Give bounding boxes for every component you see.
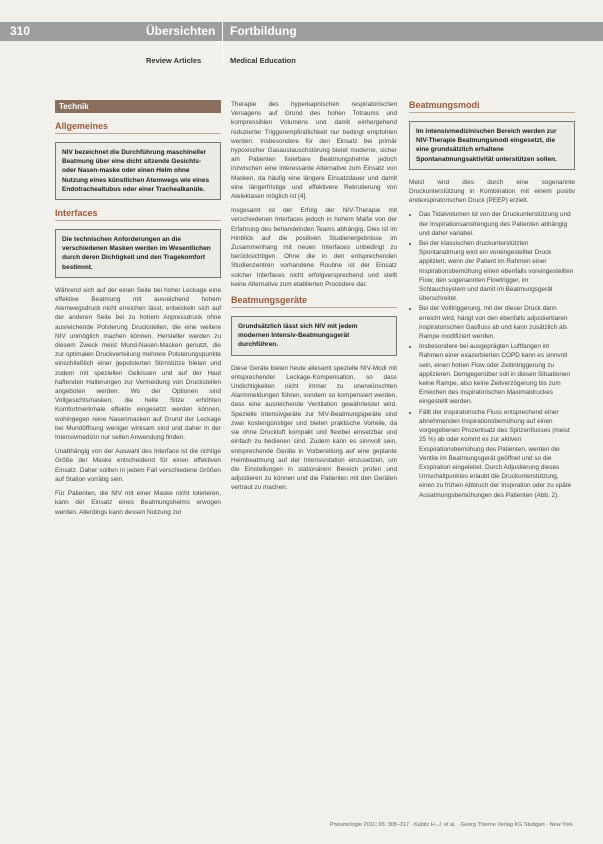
footer-citation: Pneumologie 2011; 65: 308–317 · Kabitz H.-J. et al. · Georg Thieme Verlag KG Stuttgart · New York xyxy=(330,822,573,828)
paragraph: Unabhängig von der Auswahl des Interface ist die richtige Größe der Maske entscheidend für einen effektiven Einsatz. Daher sollten in jedem Fall verschiedene Größen auf Station vorrätig sein. xyxy=(55,448,221,483)
paragraph: Therapie des hyperkapnischen respiratorischen Versagens auf Grund des hohen Totraums und kompressiblen Volumens und damit einhergehend reduzierter Triggerempfindlichkeit nur bedingt empfohlen werden. Insbesondere für den Einsatz bei primär hypoxischer Gasaustauschstörung bietet moderne, sicher am Patienten fixierbare Beatmungshelme jedoch inzwischen eine interessante Alternative zum Einsatz von Masken, da häufig eine längere Einsatzdauer und damit eine längerfristige und effektivere Rekrutierung von Atelektasen möglich ist [4]. xyxy=(231,101,397,201)
header-right-title: Fortbildung xyxy=(230,24,297,38)
paragraph: Diese Geräte bieten heute allesamt spezielle NIV-Modi mit entsprechender Leckage-Kompensation, so dass Undichtigkeiten nicht immer zu unerwünschten Alarmmeldungen führen, sondern so kompensiert werden, dass eine ausreichende Ventilation gewährleistet wird. Spezielle Intensivgeräte zur NIV-Beatmungsgeräte sind zwar kostengünstiger und bieten praktische Vorteile, da sie ohne Druckluft kompakt und flexibel einsetzbar und einfach zu bedienen sind. Zudem kann es sinnvoll sein, entsprechende Geräte in Vorbereitung auf eine geplante Heimbeatmung auf der Intensivstation einzusetzen, um die Einstellungen in stationärem Bereich prüfen und adjustieren zu können und die Patienten mit den Geräten vertraut zu machen. xyxy=(231,364,397,492)
paragraph: Insgesamt ist der Erfolg der NIV-Therapie mit verschiedenen Interfaces jedoch in hohem Maße von der Erfahrung des behandelnden Teams abhängig. Dies ist im Hinblick auf die positiven Studienergebnisse im Zusammenhang mit neuen Interfaces unbedingt zu berücksichtigen. Ohne die in den entsprechenden Studienzentren vorhandene Routine ist der Einsatz solcher Interfaces nicht erfolgversprechend und stellt keine Alternative zum etablierten Procedere dar. xyxy=(231,207,397,288)
paragraph: Für Patienten, die NIV mit einer Maske nicht tolerieren, kann der Einsatz eines Beatmungshelms erwogen werden. Allerdings kann dessen Nutzung zur xyxy=(55,490,221,516)
header-right-subtitle: Medical Education xyxy=(230,56,296,65)
list-item: • Das Tidalvolumen ist von der Druckunterstützung und der Inspirationsanstrengung des Patienten abhängig und daher variabel. xyxy=(419,210,575,238)
heading-beatmungsmodi: Beatmungsmodi xyxy=(409,100,575,113)
list-item: • Bei der Volltriggerung, mit der dieser Druck dann erreicht wird, hängt von den ebenfalls adjustierbaren inspiratorischen Gasfluss ab und kann zusätzlich als Rampe modifiziert werden. xyxy=(419,304,575,341)
summary-box-interfaces: Die technischen Anforderungen an die verschiedenen Masken werden im Wesentlichen durch deren Dichtigkeit und den Tragekomfort bestimmt. xyxy=(55,229,221,278)
summary-box-beatmungsmodi: Im intensivmedizinischen Bereich werden zur NIV-Therapie Beatmungsmodi eingesetzt, die eine grundsätzlich erhaltene Spontanatmungsaktivität unterstützen sollen. xyxy=(409,121,575,170)
list-item: • Insbesondere bei ausgeprägten Luftfangen im Rahmen einer exazerbierten COPD kann es sinnvoll sein, einen hohen Flow oder Zeitintriggerung zu applizieren. Demgegenüber soll in diesen Situationen keine Rampe, also keine Zeitverzögerung bis zum Erreichen des inspiratorischen Maximaldruckes eingestellt werden. xyxy=(419,342,575,406)
heading-interfaces: Interfaces xyxy=(55,208,221,221)
paragraph: Meist wird dies durch eine sogenannte Druckunterstützung in Kombination mit einem positiv endexspiratorischen Druck (PEEP) erzielt. xyxy=(409,178,575,205)
header-left-title: Übersichten xyxy=(146,24,216,38)
summary-box-beatmungsgeraete: Grundsätzlich lässt sich NIV mit jedem modernen Intensiv-Beatmungsgerät durchführen. xyxy=(231,316,397,356)
bullet-list xyxy=(409,210,575,499)
heading-beatmungsgeraete: Beatmungsgeräte xyxy=(231,295,397,308)
summary-box-allgemeines: NIV bezeichnet die Durchführung maschineller Beatmung über eine dicht sitzende Gesichts- oder Nasen-maske oder einen Helm ohne Nutzung eines künstlichen Atemwegs wie eines Endotrachealtubus oder einer Trachealkanüle. xyxy=(55,142,221,200)
header-left-subtitle: Review Articles xyxy=(146,56,202,65)
section-label-technik: Technik xyxy=(55,100,221,113)
paragraph: Während sich auf der einen Seite bei hoher Leckage eine effektive Beatmung mit ausreichend hohem Atemwegsdruck nicht erreichen lässt, entwickeln sich auf der anderen Seite bei zu hohem Anpressdruck ohne ausreichende Polsterung Druckstellen, die eine weitere NIV unmöglich machen können. Hersteller werden zu diesem Zweck meist Mund-Nasen-Masken genutzt, die zur optimalen Druckverteilung mehrere Polsterungspunkte einschließlich einer gepolsterten Stirnstütze bieten und zudem mit speziellen Gelkissen und auf der Haut haftenden Halterungen zur Vermeidung von Druckstellen angeboten werden. Wo der Optionen sind Vollgesichtsmasken, die helle Sitze erhöhten Komfortmerkmale effektiv eingesetzt werden können, wohingegen reine Nasenmasken auf Grund der Leckage bei Mundöffnung weniger wirksam sind und daher in der Intensivmedizin nur selten Anwendung finden. xyxy=(55,286,221,442)
list-item: • Fällt der inspiratorische Fluss entsprechend einer abnehmenden Inspirationsbemühung auf einen vorgegebenen Prozentsatz des Spitzenflusses (meist 25 %) ab oder kommt es zur aktiven Exspirationsbemühung des Patienten, werden die Ventile im Beatmungsgerät geöffnet und so die Exspiration eingeleitet. Durch Adjustierung dieses Umschaltpunktes erlaubt die Druckunterstützung, einen zu frühen Abbruch der Inspiration oder zu späte Ausatmungsbemühungen des Patienten (Abb. 2). xyxy=(419,408,575,500)
header-bar xyxy=(0,22,603,41)
header-divider xyxy=(222,22,223,64)
page-number: 310 xyxy=(10,24,31,38)
column-right xyxy=(409,92,575,501)
list-item: • Bei der klassischen druckunterstützten Spontanatmung wird ein voreingestellter Druck appliziert, wenn der Patient im Rahmen einer Inspirationsbemühung einen ebenfalls voreingestellten Flow, den sogenannten Flowtrigger, im Schlauchsystem und damit im Beatmungsgerät überschreitet. xyxy=(419,239,575,303)
column-left xyxy=(55,92,221,522)
column-middle xyxy=(231,92,397,498)
heading-allgemeines: Allgemeines xyxy=(55,121,221,134)
